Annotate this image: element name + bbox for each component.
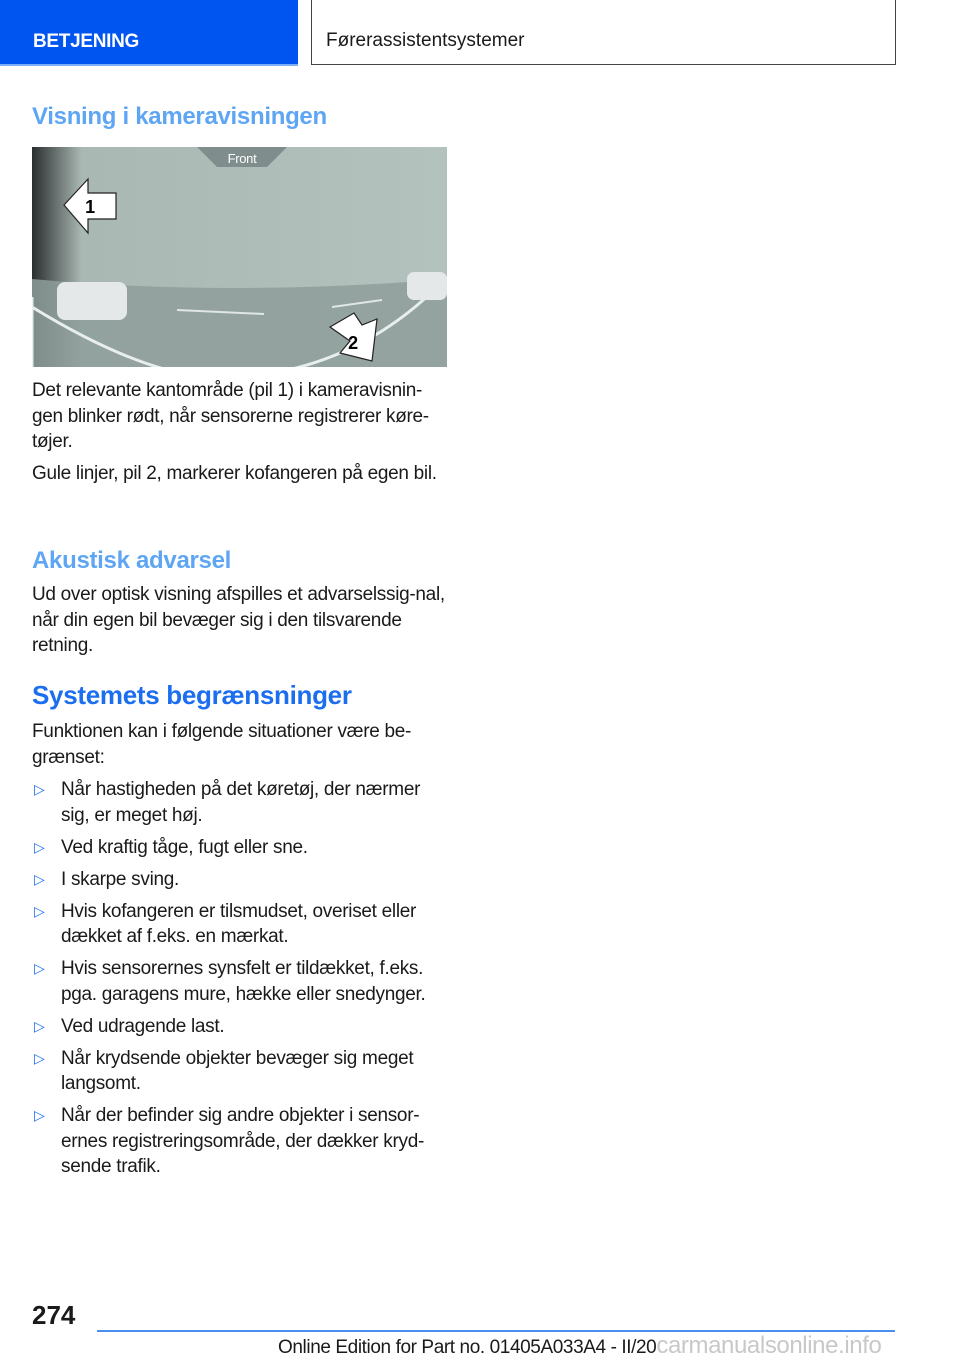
- triangle-bullet-icon: ▷: [34, 838, 45, 855]
- heading-camera-view: Visning i kameravisningen: [32, 103, 327, 130]
- arrow-1-label: 1: [85, 197, 95, 217]
- triangle-bullet-icon: ▷: [34, 1107, 45, 1123]
- list-item: [32, 1046, 452, 1097]
- arrow-2-label: 2: [348, 333, 358, 353]
- triangle-bullet-icon: ▷: [34, 781, 45, 797]
- paragraph: Det relevante kantområde (pil 1) i kameravisnin-gen blinker rødt, når sensorerne registrerer køre-tøjer.: [32, 380, 429, 452]
- list-item-text: Når hastigheden på det køretøj, der nærmer sig, er meget høj.: [61, 779, 421, 826]
- watermark: carmanualsonline.info: [656, 1332, 882, 1359]
- chapter-label: Førerassistentsystemer: [326, 30, 525, 51]
- list-item: [32, 835, 452, 861]
- section-label: BETJENING: [33, 31, 140, 52]
- page-number: 274: [32, 1300, 76, 1330]
- section-tab: [0, 0, 298, 66]
- car-left: [57, 282, 127, 320]
- triangle-bullet-icon: ▷: [34, 1049, 45, 1066]
- list-item: [32, 956, 452, 1007]
- edition-text: Online Edition for Part no. 01405A033A4 - II/20: [278, 1337, 657, 1358]
- list-item-text: Hvis kofangeren er tilsmudset, overiset eller dækket af f.eks. en mærkat.: [61, 900, 417, 947]
- triangle-bullet-icon: ▷: [34, 870, 45, 887]
- list-item-text: Hvis sensorernes synsfelt er tildækket, f.eks. pga. garagens mure, hække eller snedynger.: [61, 958, 426, 1005]
- list-item: [32, 1103, 452, 1180]
- triangle-bullet-icon: ▷: [34, 902, 45, 919]
- heading-acoustic-warning: Akustisk advarsel: [32, 547, 232, 574]
- triangle-bullet-icon: ▷: [34, 960, 45, 976]
- list-item-text: Når krydsende objekter bevæger sig meget langsomt.: [61, 1047, 414, 1094]
- paragraph: Ud over optisk visning afspilles et advarselssig-nal, når din egen bil bevæger sig i den tilsvarende retning.: [32, 584, 445, 656]
- list-item-text: Ved udragende last.: [61, 1015, 225, 1037]
- heading-system-limits: Systemets begrænsninger: [32, 680, 352, 710]
- paragraph: Funktionen kan i følgende situationer være be-grænset:: [32, 721, 412, 768]
- list-item-text: I skarpe sving.: [61, 868, 179, 890]
- paragraph: Gule linjer, pil 2, markerer kofangeren på egen bil.: [32, 463, 437, 484]
- list-item-text: Når der befinder sig andre objekter i sensor-ernes registreringsområde, der dækker kryd-sende trafik.: [61, 1105, 425, 1177]
- list-item: [32, 867, 452, 893]
- car-right: [407, 272, 447, 300]
- limits-list: [32, 777, 452, 1186]
- triangle-bullet-icon: ▷: [34, 1017, 45, 1034]
- camera-view-illustration: [32, 147, 447, 367]
- list-item: [32, 1014, 452, 1040]
- chapter-tab: [311, 0, 896, 65]
- list-item: [32, 777, 452, 828]
- list-item-text: Ved kraftig tåge, fugt eller sne.: [61, 836, 308, 858]
- list-item: [32, 899, 452, 950]
- footer: [278, 1332, 881, 1360]
- front-label: Front: [227, 151, 257, 166]
